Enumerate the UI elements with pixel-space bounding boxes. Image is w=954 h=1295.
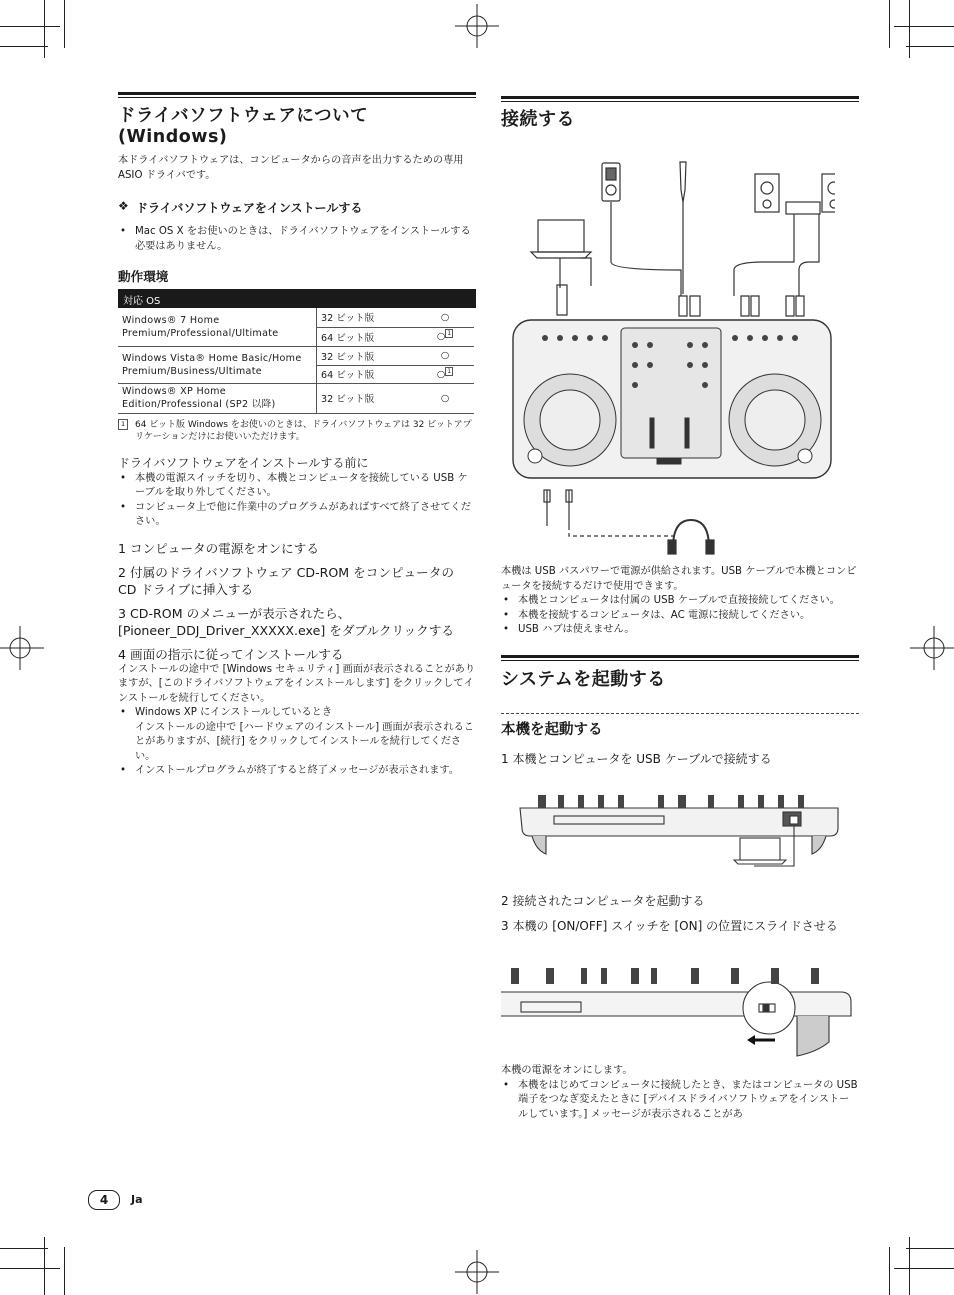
section-title-connect: 接続する	[501, 109, 575, 130]
left-column	[118, 92, 476, 779]
step-3: 3 CD-ROM のメニューが表示されたら、[Pioneer_DDJ_Driver_XXXXX.exe] をダブルクリックする	[118, 605, 454, 638]
step-1: 1 コンピュータの電源をオンにする	[118, 540, 319, 556]
os-variant: 64 ビット版	[317, 327, 417, 346]
boot-heading: 本機を起動する	[501, 722, 603, 738]
os-variant: 32 ビット版	[317, 383, 417, 413]
footnote-mark: 1	[118, 419, 128, 430]
step-2: 2 付属のドライバソフトウェア CD-ROM をコンピュータの CD ドライブに挿入する	[118, 564, 454, 597]
support-mark: ○	[436, 369, 446, 381]
registration-mark-left	[0, 626, 44, 670]
page-number: 4	[88, 1190, 120, 1210]
system-section	[501, 655, 859, 768]
connect-notes	[501, 565, 859, 638]
support-mark: ○	[436, 331, 446, 343]
connection-diagram	[505, 160, 835, 560]
support-mark: ○	[416, 346, 474, 365]
os-variant: 32 ビット版	[317, 308, 417, 327]
os-name-xp: Windows® XP Home Edition/Professional (SP2 以降)	[118, 383, 317, 413]
boot-step-3: 3 本機の [ON/OFF] スイッチを [ON] の位置にスライドさせる	[501, 919, 838, 933]
boot-step-1: 1 本機とコンピュータを USB ケーブルで接続する	[501, 752, 772, 766]
os-variant: 32 ビット版	[317, 346, 417, 365]
connect-item: • 本機を接続するコンピュータは、AC 電源に接続してください。	[501, 609, 859, 624]
before-heading: ドライバソフトウェアをインストールする前に	[118, 455, 369, 470]
table-header: 対応 OS	[118, 289, 476, 308]
rear-panel-power-diagram	[501, 962, 859, 1062]
xp-item: • Windows XP にインストールしているとき インストールの途中で [ハードウェアのインストール] 画面が表示されることがありますが、[続行] をクリックしてインストールを続行してください。	[118, 706, 476, 764]
boot-step-2: 2 接続されたコンピュータを起動する	[501, 894, 705, 908]
finish-item: • インストールプログラムが終了すると終了メッセージが表示されます。	[118, 764, 476, 779]
speaker-left-icon	[755, 174, 779, 212]
rear-panel-usb-diagram	[518, 792, 840, 880]
section-rule	[501, 96, 859, 99]
right-column	[501, 96, 859, 131]
boot-steps	[501, 893, 859, 935]
power-text: 本機の電源をオンにします。	[501, 1065, 633, 1076]
section-rule	[501, 655, 859, 658]
registration-mark-bottom	[455, 1250, 499, 1294]
os-variant: 64 ビット版	[317, 365, 417, 383]
dashed-rule	[501, 713, 859, 714]
install-heading: ❖ ドライバソフトウェアをインストールする	[118, 199, 363, 215]
footnote: 1 64 ビット版 Windows をお使いのときは、ドライバソフトウェアは 32 ビットアプリケーションだけにお使いいただけます。	[118, 419, 476, 444]
amplifier-icon	[786, 202, 820, 214]
registration-mark-top	[455, 4, 499, 48]
connect-item: • USB ハブは使えません。	[501, 623, 859, 638]
language-tag: Ja	[131, 1193, 143, 1206]
os-name-win7: Windows® 7 Home Premium/Professional/Ultimate	[118, 308, 317, 346]
section-title-system: システムを起動する	[501, 669, 666, 690]
section-rule	[118, 92, 476, 95]
power-item: • 本機をはじめてコンピュータに接続したとき、またはコンピュータの USB 端子をつなぎ変えたときに [デバイスドライバソフトウェアをインストールしています。] メッセージが表示されることがあ	[501, 1079, 859, 1123]
laptop-icon	[538, 220, 584, 252]
power-notes	[501, 1064, 859, 1122]
dj-controller-icon	[513, 320, 831, 478]
support-mark: ○	[416, 308, 474, 327]
registration-mark-right	[910, 626, 954, 670]
laptop-icon	[740, 838, 780, 860]
before-item: • 本機の電源スイッチを切り、本機とコンピュータを接続している USB ケーブルを取り外してください。	[118, 472, 476, 501]
intro-text: 本ドライバソフトウェアは、コンピュータからの音声を出力するための専用 ASIO ドライバです。	[118, 155, 464, 181]
step-4: 4 画面の指示に従ってインストールする	[118, 646, 344, 662]
diamond-icon: ❖	[118, 199, 129, 213]
footnote-ref: 1	[447, 330, 452, 338]
connect-item: • 本機とコンピュータは付属の USB ケーブルで直接接続してください。	[501, 594, 859, 609]
env-heading: 動作環境	[118, 269, 169, 284]
os-table	[118, 308, 474, 414]
footnote-ref: 1	[447, 367, 452, 375]
microphone-icon	[680, 162, 686, 202]
step-4-text: インストールの途中で [Windows セキュリティ] 画面が表示されることがありますが、[このドライバソフトウェアをインストールします] をクリックしてインストールを続行してください。	[118, 663, 476, 704]
connect-text: 本機は USB バスパワーで電源が供給されます。USB ケーブルで本機とコンピュータを接続するだけで使用できます。	[501, 566, 857, 592]
support-mark: ○	[416, 383, 474, 413]
mac-note: • Mac OS X をお使いのときは、ドライバソフトウェアをインストールする必要はありません。	[118, 225, 476, 254]
os-name-vista: Windows Vista® Home Basic/Home Premium/Business/Ultimate	[118, 346, 317, 383]
speaker-right-icon	[822, 174, 835, 212]
section-title-driver: ドライバソフトウェアについて (Windows)	[118, 106, 369, 147]
before-item: • コンピュータ上で他に作業中のプログラムがあればすべて終了させてください。	[118, 501, 476, 530]
